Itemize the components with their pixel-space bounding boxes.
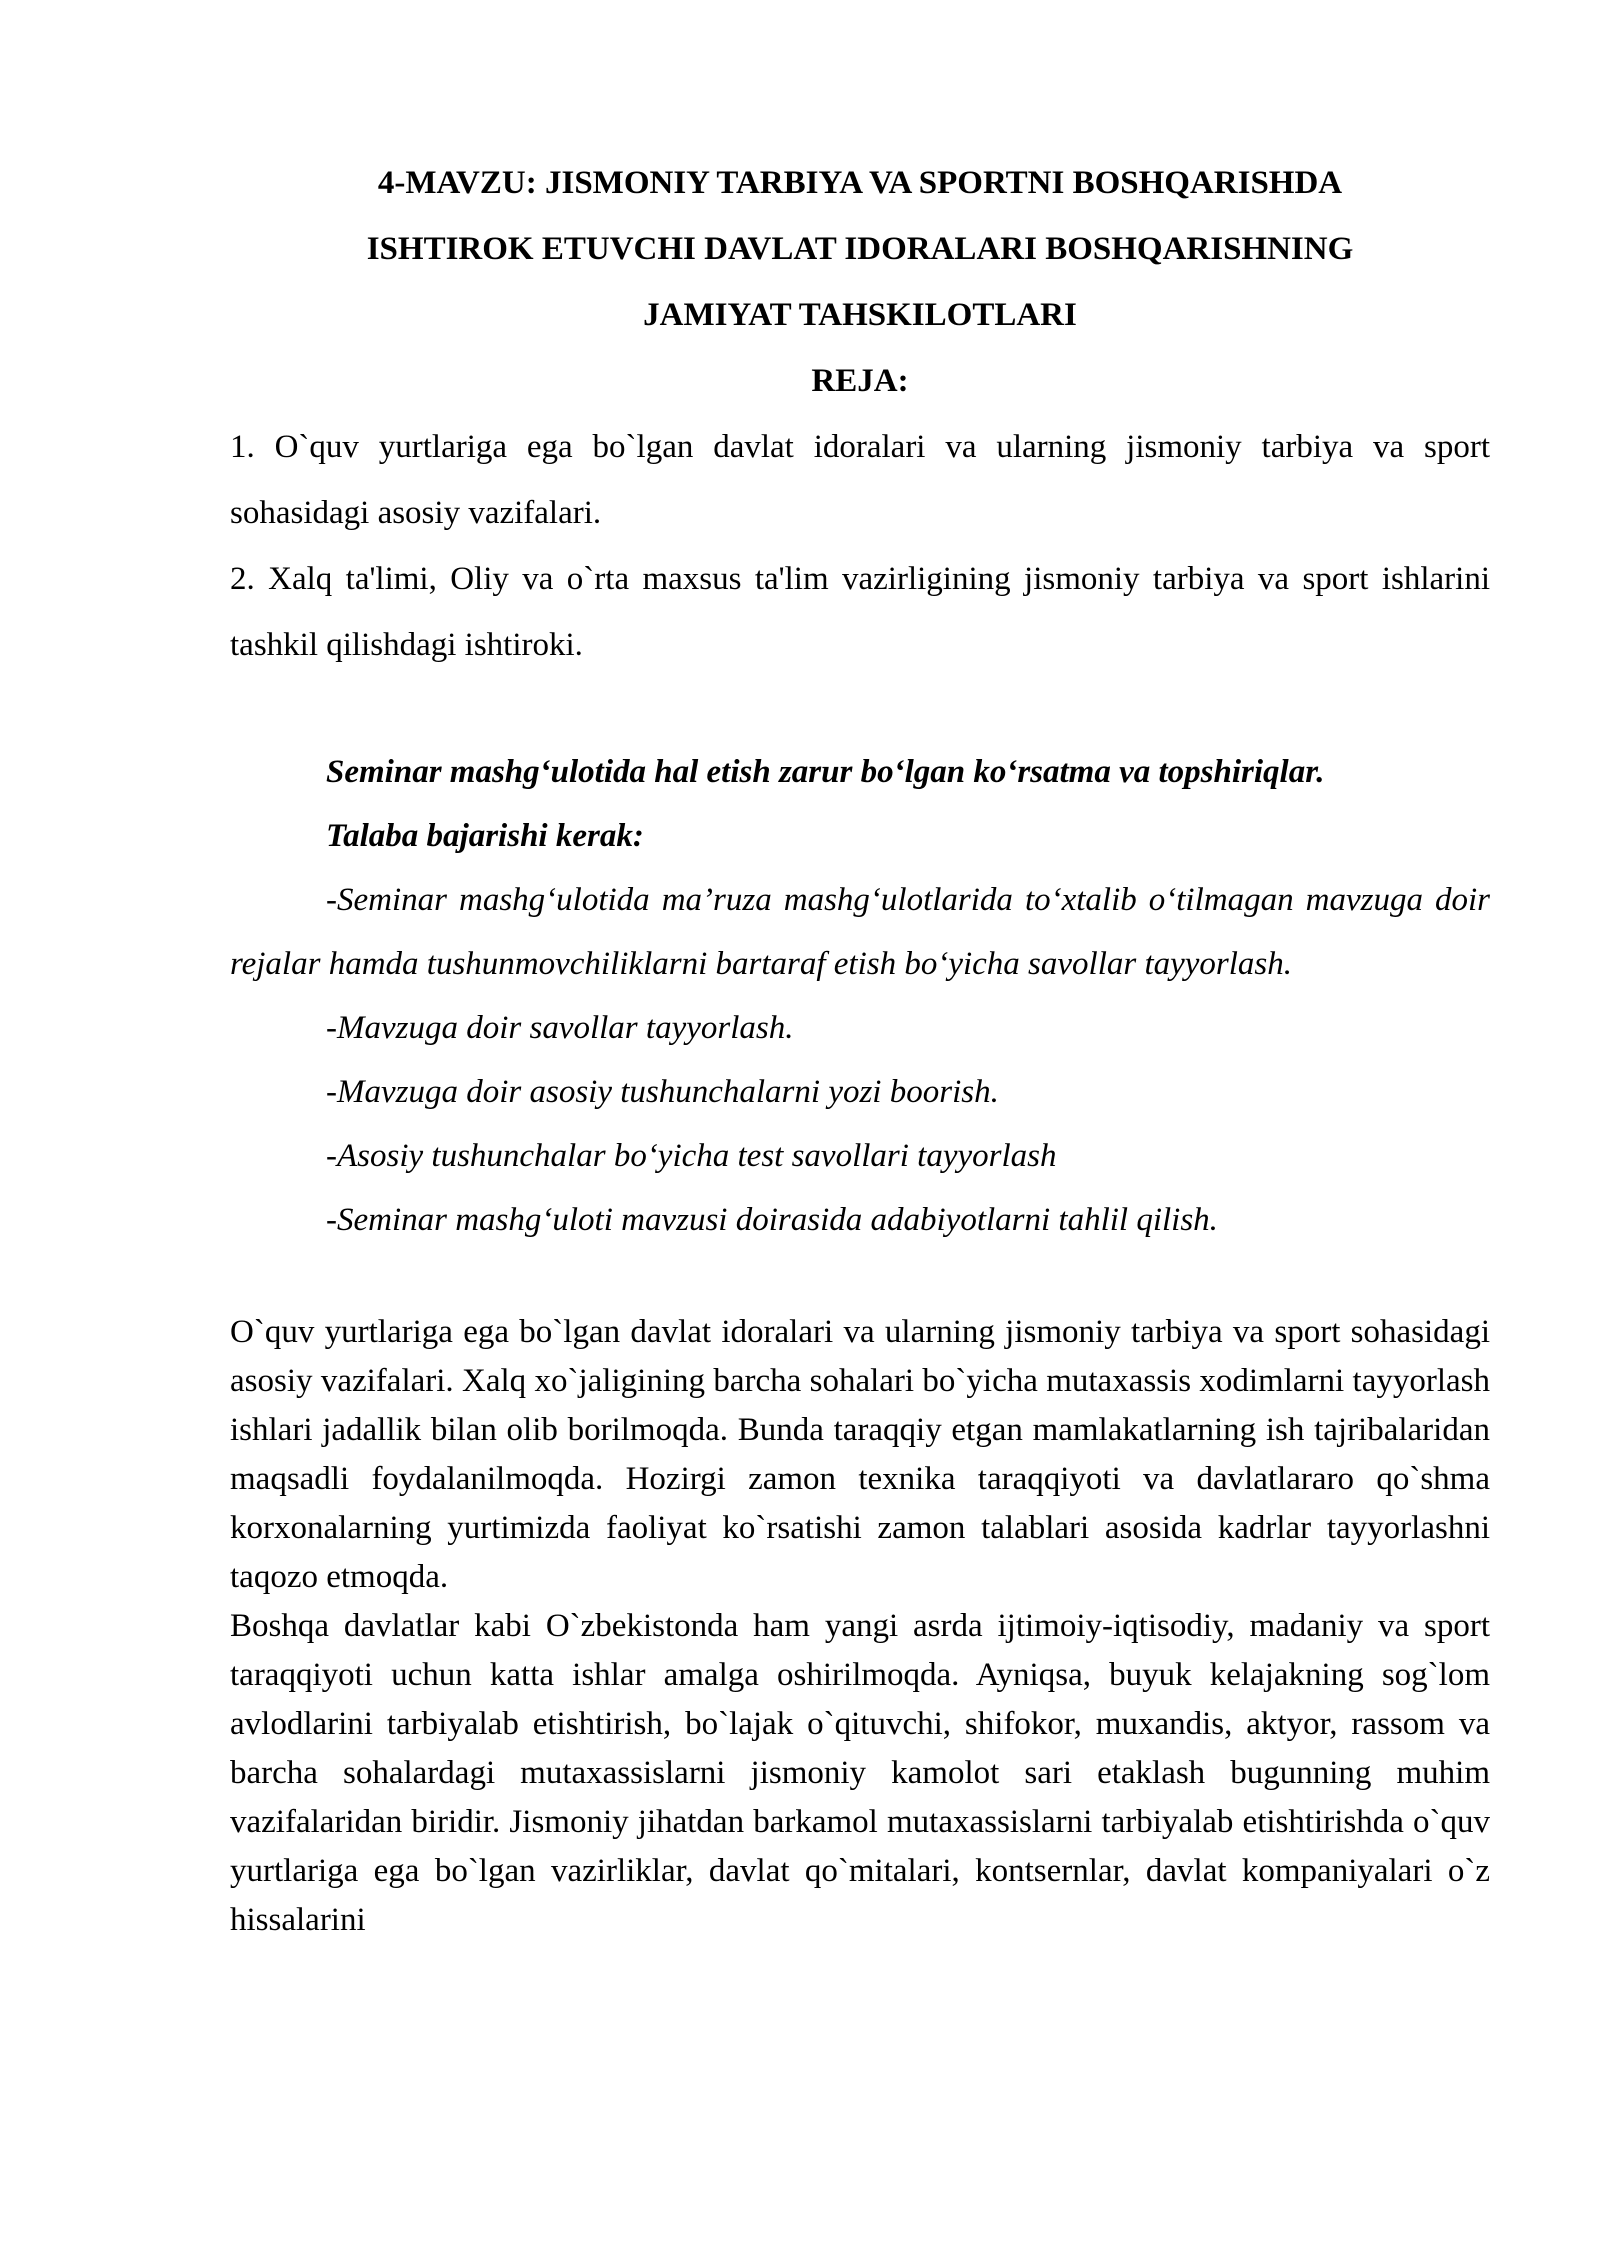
task-item: -Seminar mashg‘uloti mavzusi doirasida adabiyotlarni tahlil qilish. xyxy=(326,1202,1218,1238)
spacer xyxy=(230,678,1490,740)
task-label: Talaba bajarishi kerak: xyxy=(326,818,644,854)
seminar-title: Seminar mashg‘ulotida hal etish zarur bo‘lgan ko‘rsatma va topshiriqlar. xyxy=(326,754,1325,790)
plan-item: 1. O`quv yurtlariga ega bo`lgan davlat idoralari va ularning jismoniy tarbiya va sport sohasidagi asosiy vazifalari. xyxy=(230,429,1490,531)
title-line: ISHTIROK ETUVCHI DAVLAT IDORALARI BOSHQARISHNING xyxy=(366,231,1354,267)
seminar-section xyxy=(230,740,1490,1252)
body-paragraph: Boshqa davlatlar kabi O`zbekistonda ham yangi asrda ijtimoiy-iqtisodiy, madaniy va sport taraqqiyoti uchun katta ishlar amalga oshirilmoqda. Ayniqsa, buyuk kelajakning sog`lom avlodlarini tarbiyalab etishtirish, bo`lajak o`qituvchi, shifokor, muxandis, aktyor, rassom va barcha sohalardagi mutaxassislarni jismoniy kamolot sari etaklash bugunning muhim vazifalaridan biridir. Jismoniy jihatdan barkamol mutaxassislarni tarbiyalab etishtirishda o`quv yurtlariga ega bo`lgan vazirliklar, davlat qo`mitalari, kontsernlar, davlat kompaniyalari o`z hissalarini xyxy=(230,1608,1490,1938)
body-paragraph: O`quv yurtlariga ega bo`lgan davlat idoralari va ularning jismoniy tarbiya va sport sohasidagi asosiy vazifalari. Xalq xo`jaligining barcha sohalari bo`yicha mutaxassis xodimlarni tayyorlash ishlari jadallik bilan olib borilmoqda. Bunda taraqqiy etgan mamlakatlarning ish tajribalaridan maqsadli foydalanilmoqda. Hozirgi zamon texnika taraqqiyoti va davlatlararo qo`shma korxonalarning yurtimizda faoliyat ko`rsatishi zamon talablari asosida kadrlar tayyorlashni taqozo etmoqda. xyxy=(230,1314,1490,1595)
document-title xyxy=(230,150,1490,348)
document-page xyxy=(230,150,1490,1945)
task-item: -Mavzuga doir asosiy tushunchalarni yozi boorish. xyxy=(326,1074,999,1110)
title-line: JAMIYAT TAHSKILOTLARI xyxy=(643,297,1077,333)
spacer xyxy=(230,1252,1490,1308)
task-item: -Asosiy tushunchalar bo‘yicha test savollari tayyorlash xyxy=(326,1138,1057,1174)
plan-list xyxy=(230,414,1490,678)
plan-heading: REJA: xyxy=(811,363,909,399)
plan-item: 2. Xalq ta'limi, Oliy va o`rta maxsus ta'lim vazirligining jismoniy tarbiya va sport ishlarini tashkil qilishdagi ishtiroki. xyxy=(230,561,1490,663)
task-item: -Seminar mashg‘ulotida ma’ruza mashg‘ulotlarida to‘xtalib o‘tilmagan mavzuga doir rejalar hamda tushunmovchiliklarni bartaraf etish bo‘yicha savollar tayyorlash. xyxy=(230,882,1490,982)
task-item: -Mavzuga doir savollar tayyorlash. xyxy=(326,1010,794,1046)
title-line: 4-MAVZU: JISMONIY TARBIYA VA SPORTNI BOSHQARISHDA xyxy=(377,165,1343,201)
